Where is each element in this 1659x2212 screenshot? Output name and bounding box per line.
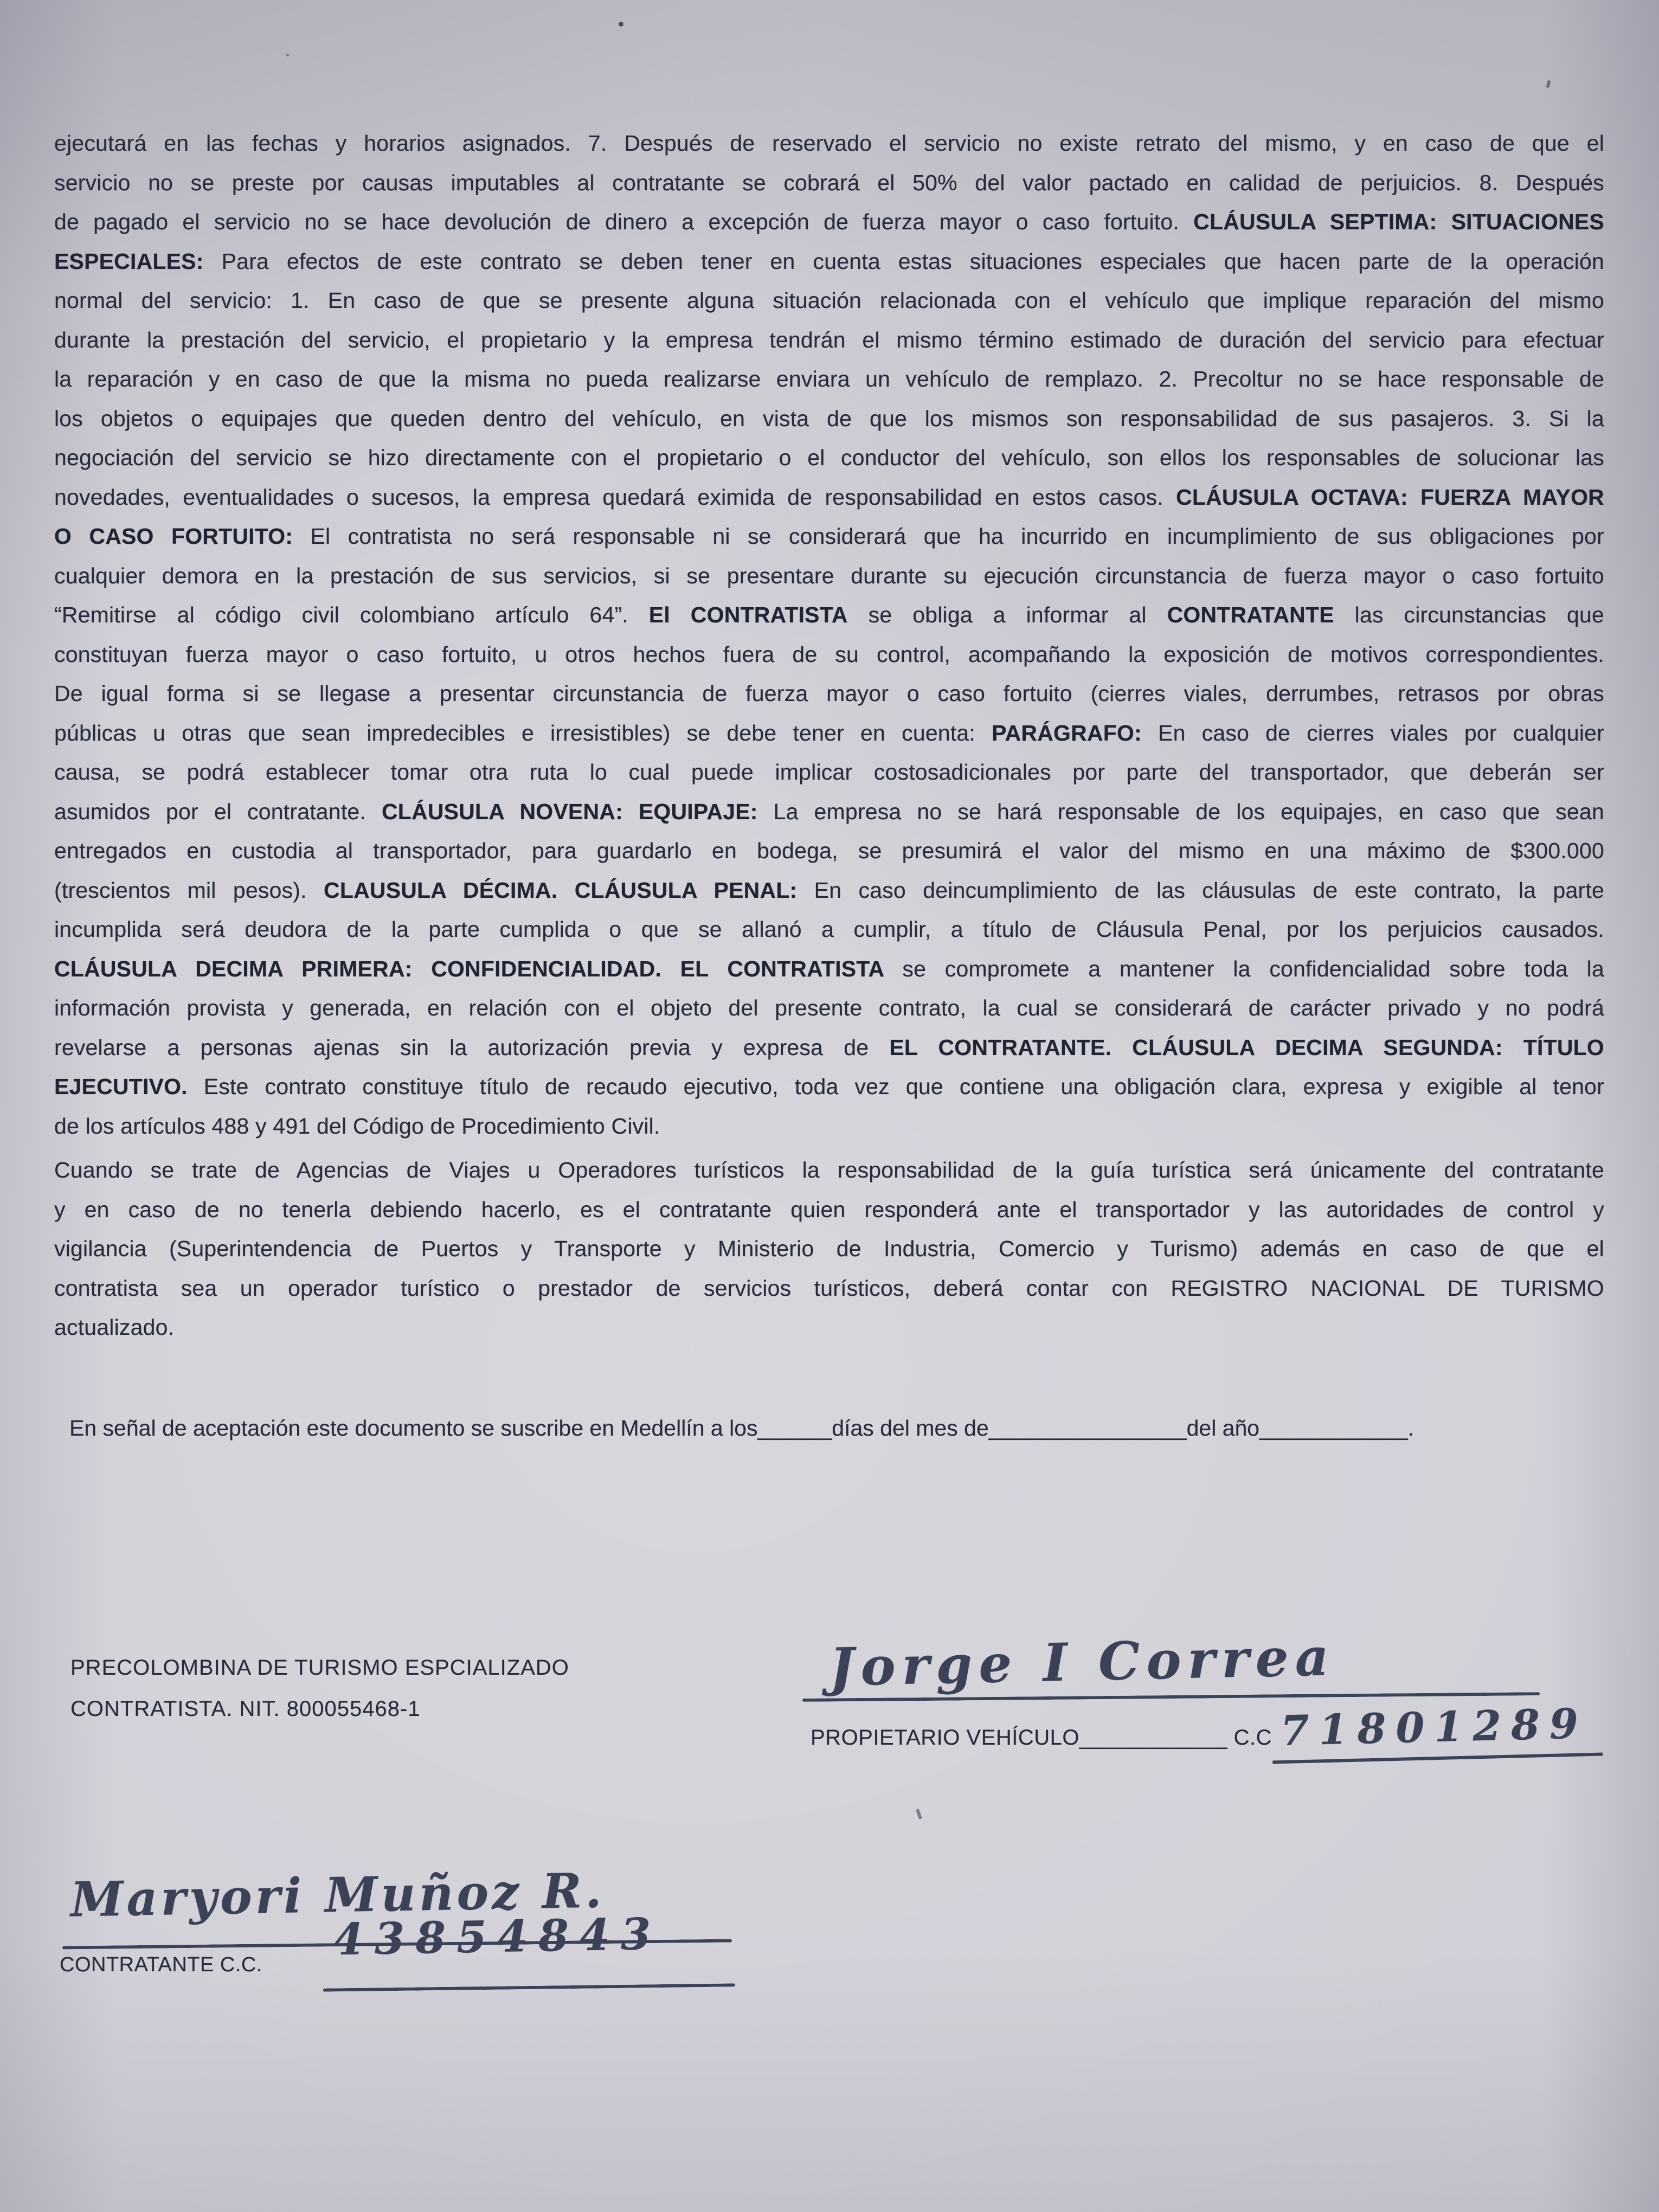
text-line bbox=[54, 674, 1604, 713]
text-line bbox=[54, 1067, 1604, 1107]
text-line bbox=[54, 595, 1604, 635]
text-segment: servicio no se preste por causas imputables al contratante se cobrará el 50% del valor pactado en calidad de perjuicios. 8. Después bbox=[54, 170, 1604, 195]
text-segment: De igual forma si se llegase a presentar circunstancia de fuerza mayor o caso fortuito (cierres viales, derrumbes, retrasos por obras bbox=[54, 681, 1604, 706]
text-line bbox=[54, 556, 1604, 596]
handwritten-cc-number-propietario: 71801289 bbox=[1271, 1699, 1603, 1764]
text-line bbox=[54, 1229, 1604, 1269]
text-segment: O CASO FORTUITO: bbox=[54, 524, 311, 549]
agencies-liability-paragraph bbox=[54, 1150, 1604, 1347]
cc-label: C.C bbox=[1233, 1726, 1272, 1750]
text-segment: ESPECIALES: bbox=[54, 248, 222, 274]
text-segment: EJECUTIVO. bbox=[54, 1074, 204, 1099]
text-line bbox=[54, 517, 1604, 556]
text-segment: CLÁUSULA SEPTIMA: SITUACIONES bbox=[1193, 209, 1604, 234]
text-segment: CLÁUSULA DECIMA PRIMERA: CONFIDENCIALIDAD. EL CONTRATISTA bbox=[54, 956, 903, 981]
text-segment: La empresa no se hará responsable de los equipajes, en caso que sean bbox=[773, 799, 1604, 824]
text-segment: El CONTRATISTA bbox=[648, 602, 848, 627]
text-line bbox=[54, 242, 1604, 281]
text-segment: EL CONTRATANTE. CLÁUSULA DECIMA SEGUNDA: TÍTULO bbox=[889, 1034, 1604, 1060]
text-segment: CLÁUSULA NOVENA: EQUIPAJE: bbox=[381, 799, 774, 824]
text-segment: incumplida será deudora de la parte cumplida o que se allanó a cumplir, a título de Cláusula Penal, por los perjuicios causados. bbox=[54, 917, 1604, 942]
text-segment: negociación del servicio se hizo directamente con el propietario o el conductor del vehículo, son ellos los responsables de solucionar las bbox=[54, 445, 1604, 470]
contratista-company-name: PRECOLOMBINA DE TURISMO ESPCIALIZADO bbox=[70, 1656, 569, 1680]
text-segment: CLÁUSULA OCTAVA: FUERZA MAYOR bbox=[1176, 484, 1604, 510]
paper-speck bbox=[619, 22, 623, 27]
text-line bbox=[54, 1269, 1604, 1308]
text-segment: Cuando se trate de Agencias de Viajes u Operadores turísticos la responsabilidad de la guía turística será únicamente del contratante bbox=[54, 1158, 1604, 1182]
text-line bbox=[54, 202, 1604, 242]
text-line bbox=[54, 949, 1604, 989]
text-segment: de los artículos 488 y 491 del Código de Procedimiento Civil. bbox=[54, 1113, 660, 1139]
text-segment: las circunstancias que bbox=[1334, 602, 1604, 627]
text-line bbox=[54, 713, 1604, 753]
acceptance-date-line: En señal de aceptación este documento se suscribe en Medellín a los______días del mes de________________del año____________. bbox=[69, 1416, 1414, 1441]
text-line bbox=[54, 1107, 1604, 1146]
text-segment: actualizado. bbox=[54, 1315, 175, 1340]
propietario-signature-block bbox=[786, 1613, 1599, 1786]
contract-clauses-paragraph bbox=[54, 124, 1604, 1146]
text-segment: entregados en custodia al transportador, para guardarlo en bodega, se presumirá el valor del mismo en una máximo de $300.000 bbox=[54, 838, 1604, 863]
contratista-signature-block bbox=[70, 1647, 569, 1729]
handwritten-signature-propietario: Jorge I Correa bbox=[828, 1626, 1336, 1698]
text-line bbox=[54, 124, 1604, 163]
text-line bbox=[54, 831, 1604, 871]
text-line bbox=[54, 1308, 1604, 1347]
text-segment: En caso de cierres viales por cualquier bbox=[1158, 720, 1604, 745]
text-segment: En caso deincumplimiento de las cláusulas de este contrato, la parte bbox=[814, 877, 1604, 903]
text-segment: públicas u otras que sean impredecibles e irresistibles) se debe tener en cuenta: bbox=[54, 720, 992, 745]
paper-speck bbox=[1546, 80, 1551, 88]
paper-speck bbox=[286, 54, 289, 56]
text-segment: ejecutará en las fechas y horarios asignados. 7. Después de reservado el servicio no existe retrato del mismo, y en caso de que el bbox=[54, 131, 1604, 156]
text-segment: PARÁGRAFO: bbox=[992, 720, 1159, 745]
propietario-blank: ____________ bbox=[1079, 1726, 1227, 1750]
contratista-nit: CONTRATISTA. NIT. 800055468-1 bbox=[70, 1697, 421, 1721]
contratante-label: CONTRATANTE C.C. bbox=[60, 1953, 262, 1976]
text-line bbox=[54, 792, 1604, 832]
text-segment: y en caso de no tenerla debiendo hacerlo, es el contratante quien responderá ante el transportador y las autoridades de control y bbox=[54, 1197, 1604, 1222]
text-line bbox=[54, 1028, 1604, 1068]
text-line bbox=[54, 320, 1604, 360]
text-line bbox=[54, 988, 1604, 1028]
text-segment: novedades, eventualidades o sucesos, la empresa quedará eximida de responsabilidad en estos casos. bbox=[54, 484, 1176, 510]
text-line bbox=[54, 1150, 1604, 1190]
text-segment: se obliga a informar al bbox=[847, 602, 1167, 627]
text-line bbox=[54, 1190, 1604, 1230]
text-line bbox=[54, 163, 1604, 203]
text-segment: información provista y generada, en relación con el objeto del presente contrato, la cual se considerará de carácter privado y no podrá bbox=[54, 995, 1604, 1020]
text-segment: durante la prestación del servicio, el propietario y la empresa tendrán el mismo término estimado de duración del servicio para efectuar bbox=[54, 327, 1604, 352]
text-line bbox=[54, 359, 1604, 399]
text-segment: vigilancia (Superintendencia de Puertos y Transporte y Ministerio de Industria, Comercio y Turismo) además en caso de que el bbox=[54, 1236, 1604, 1261]
text-line bbox=[54, 753, 1604, 792]
text-segment: cualquier demora en la prestación de sus servicios, si se presentare durante su ejecución circunstancia de fuerza mayor o caso fortuito bbox=[54, 563, 1604, 588]
text-segment: constituyan fuerza mayor o caso fortuito, u otros hechos fuera de su control, acompañando la exposición de motivos correspondientes. bbox=[54, 641, 1604, 667]
propietario-label: PROPIETARIO VEHÍCULO bbox=[811, 1726, 1080, 1750]
signature-line bbox=[323, 1983, 735, 1991]
text-segment: la reparación y en caso de que la misma no pueda realizarse enviara un vehículo de remplazo. 2. Precoltur no se hace responsable de bbox=[54, 366, 1604, 391]
text-segment: El contratista no será responsable ni se considerará que ha incurrido en incumplimiento de sus obligaciones por bbox=[310, 524, 1604, 549]
handwritten-cc-number-contratante: 43854843 bbox=[333, 1908, 663, 1965]
propietario-label-row bbox=[811, 1699, 1602, 1763]
text-segment: asumidos por el contratante. bbox=[54, 799, 382, 824]
text-segment: de pagado el servicio no se hace devolución de dinero a excepción de fuerza mayor o caso fortuito. bbox=[54, 209, 1194, 234]
contratante-signature-block bbox=[60, 1857, 884, 2036]
text-line bbox=[54, 871, 1604, 910]
text-segment: Este contrato constituye título de recaudo ejecutivo, toda vez que contiene una obligación clara, expresa y exigible al tenor bbox=[203, 1074, 1604, 1099]
text-segment: contratista sea un operador turístico o prestador de servicios turísticos, deberá contar con REGISTRO NACIONAL DE TURISMO bbox=[54, 1275, 1604, 1301]
text-line bbox=[54, 635, 1604, 674]
text-line bbox=[54, 281, 1604, 320]
text-segment: CLAUSULA DÉCIMA. CLÁUSULA PENAL: bbox=[324, 877, 814, 903]
text-line bbox=[54, 478, 1604, 517]
text-segment: “Remitirse al código civil colombiano artículo 64”. bbox=[54, 602, 649, 627]
text-segment: CONTRATANTE bbox=[1167, 602, 1334, 627]
text-line bbox=[54, 438, 1604, 478]
text-segment: (trescientos mil pesos). bbox=[54, 877, 324, 903]
text-line bbox=[54, 399, 1604, 439]
text-segment: se compromete a mantener la confidencialidad sobre toda la bbox=[902, 956, 1604, 981]
text-segment: Para efectos de este contrato se deben tener en cuenta estas situaciones especiales que hacen parte de la operación bbox=[221, 248, 1604, 274]
paper-speck bbox=[916, 1809, 922, 1820]
text-line bbox=[54, 910, 1604, 949]
text-segment: revelarse a personas ajenas sin la autorización previa y expresa de bbox=[54, 1034, 890, 1060]
text-segment: causa, se podrá establecer tomar otra ruta lo cual puede implicar costosadicionales por parte del transportador, que deberán ser bbox=[54, 760, 1604, 785]
text-segment: los objetos o equipajes que queden dentro del vehículo, en vista de que los mismos son responsabilidad de sus pasajeros. 3. Si la bbox=[54, 406, 1604, 431]
text-segment: normal del servicio: 1. En caso de que se presente alguna situación relacionada con el vehículo que implique reparación del mismo bbox=[54, 288, 1604, 313]
handwritten-signature-contratante: Maryori Muñoz R. bbox=[70, 1862, 606, 1928]
